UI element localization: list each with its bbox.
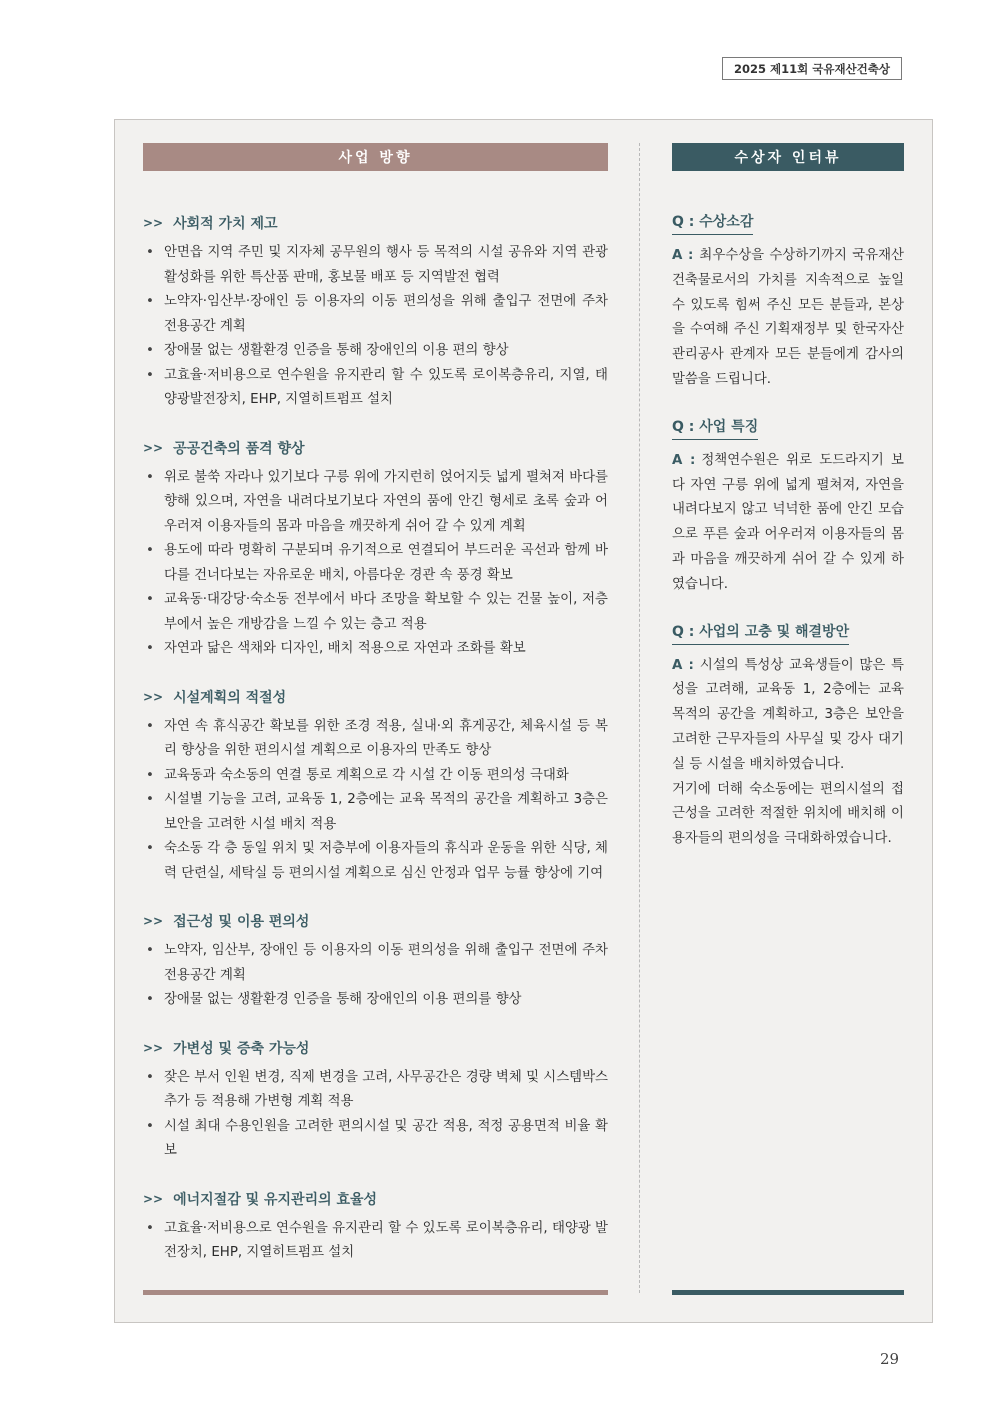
section-facility-planning bbox=[143, 685, 608, 887]
list-item: • 위로 불쑥 자라나 있기보다 구릉 위에 가지런히 얹어지듯 넓게 펼쳐져 바다를 향해 있으며, 자연을 내려다보기보다 자연의 품에 안긴 형세로 초록 숲과 어우러져 이용자들의 몸과 마음을 깨끗하게 쉬어 갈 수 있게 계획 bbox=[143, 466, 608, 540]
list-item: • 고효율·저비용으로 연수원을 유지관리 할 수 있도록 로이복층유리, 태양광 발전장치, EHP, 지열히트펌프 설치 bbox=[143, 1217, 608, 1266]
list-item: • 노약자, 임산부, 장애인 등 이용자의 이동 편의성을 위해 출입구 전면에 주차 전용공간 계획 bbox=[143, 939, 608, 988]
section-title: 사회적 가치 제고 bbox=[173, 216, 278, 232]
qa-block bbox=[672, 621, 904, 852]
question-title: Q : 수상소감 bbox=[672, 211, 753, 235]
list-item: • 숙소동 각 층 동일 위치 및 저층부에 이용자들의 휴식과 운동을 위한 식당, 체력 단련실, 세탁실 등 편의시설 계획으로 심신 안정과 업무 능률 향상에 기여 bbox=[143, 837, 608, 886]
qa-block bbox=[672, 211, 904, 393]
section-public-architecture bbox=[143, 436, 608, 662]
section-flexibility bbox=[143, 1036, 608, 1164]
list-item: • 자연과 닮은 색채와 디자인, 배치 적용으로 자연과 조화를 확보 bbox=[143, 637, 608, 662]
answer-text: A : 시설의 특성상 교육생들이 많은 특성을 고려해, 교육동 1, 2층에는 교육 목적의 공간을 계획하고, 3층은 보안을 고려한 근무자들의 사무실 및 강사 대기실 등 시설을 배치하였습니다. bbox=[672, 657, 904, 772]
chevron-icon: >> bbox=[143, 440, 164, 455]
list-item: • 고효율·저비용으로 연수원을 유지관리 할 수 있도록 로이복층유리, 지열, 태양광발전장치, EHP, 지열히트펌프 설치 bbox=[143, 364, 608, 413]
section-social-value bbox=[143, 211, 608, 413]
column-divider bbox=[639, 143, 640, 1293]
chevron-icon: >> bbox=[143, 914, 164, 928]
list-item: • 시설별 기능을 고려, 교육동 1, 2층에는 교육 목적의 공간을 계획하고 3층은 보안을 고려한 시설 배치 적용 bbox=[143, 788, 608, 837]
interview-column bbox=[672, 143, 904, 852]
interview-header: 수상자 인터뷰 bbox=[672, 143, 904, 171]
list-item: • 자연 속 휴식공간 확보를 위한 조경 적용, 실내·외 휴게공간, 체육시설 등 복리 향상을 위한 편의시설 계획으로 이용자의 만족도 향상 bbox=[143, 715, 608, 764]
section-title: 접근성 및 이용 편의성 bbox=[173, 914, 310, 930]
section-accessibility bbox=[143, 909, 608, 1013]
answer-text: A : 정책연수원은 위로 도드라지기 보다 자연 구릉 위에 넓게 펼쳐져, 자연을 내려다보지 않고 넉넉한 품에 안긴 모습으로 푸른 숲과 어우러져 이용자들의 몸과 마음을 깨끗하게 쉬어 갈 수 있게 하였습니다. bbox=[672, 452, 904, 592]
list-item: • 장애물 없는 생활환경 인증을 통해 장애인의 이용 편의를 향상 bbox=[143, 988, 608, 1013]
list-item: • 장애물 없는 생활환경 인증을 통해 장애인의 이용 편의 향상 bbox=[143, 339, 608, 364]
section-title: 시설계획의 적절성 bbox=[173, 689, 287, 706]
document-header-tag: 2025 제11회 국유재산건축상 bbox=[722, 57, 902, 80]
section-title: 에너지절감 및 유지관리의 효율성 bbox=[173, 1191, 378, 1208]
list-item: • 안면읍 지역 주민 및 지자체 공무원의 행사 등 목적의 시설 공유와 지역 관광 활성화를 위한 특산품 판매, 홍보물 배포 등 지역발전 협력 bbox=[143, 241, 608, 290]
answer-text: A : 최우수상을 수상하기까지 국유재산 건축물로서의 가치를 지속적으로 높일 수 있도록 힘써 주신 모든 분들과, 본상을 수여해 주신 기획재정부 및 한국자산관리공사 관계자 모든 분들에게 감사의 말씀을 드립니다. bbox=[672, 248, 904, 387]
list-item: • 잦은 부서 인원 변경, 직제 변경을 고려, 사무공간은 경량 벽체 및 시스템박스 추가 등 적용해 가변형 계획 적용 bbox=[143, 1066, 608, 1115]
left-bottom-bar bbox=[143, 1290, 608, 1295]
qa-block bbox=[672, 416, 904, 598]
question-title: Q : 사업의 고충 및 해결방안 bbox=[672, 621, 849, 645]
list-item: • 교육동과 숙소동의 연결 통로 계획으로 각 시설 간 이동 편의성 극대화 bbox=[143, 764, 608, 789]
section-energy-efficiency bbox=[143, 1187, 608, 1266]
right-bottom-bar bbox=[672, 1290, 904, 1295]
chevron-icon: >> bbox=[143, 1191, 164, 1206]
chevron-icon: >> bbox=[143, 689, 164, 704]
chevron-icon: >> bbox=[143, 1040, 164, 1055]
section-title: 공공건축의 품격 향상 bbox=[173, 440, 305, 457]
page-number: 29 bbox=[880, 1350, 900, 1368]
question-title: Q : 사업 특징 bbox=[672, 416, 758, 440]
list-item: • 노약자·임산부·장애인 등 이용자의 이동 편의성을 위해 출입구 전면에 주차 전용공간 계획 bbox=[143, 290, 608, 339]
answer-text-continued: 거기에 더해 숙소동에는 편의시설의 접근성을 고려한 적절한 위치에 배치해 이용자들의 편의성을 극대화하였습니다. bbox=[672, 781, 904, 847]
business-direction-column bbox=[143, 143, 608, 1266]
business-direction-header: 사업 방향 bbox=[143, 143, 608, 171]
chevron-icon: >> bbox=[143, 216, 164, 230]
list-item: • 용도에 따라 명확히 구분되며 유기적으로 연결되어 부드러운 곡선과 함께 바다를 건너다보는 자유로운 배치, 아름다운 경관 속 풍경 확보 bbox=[143, 539, 608, 588]
section-title: 가변성 및 증축 가능성 bbox=[173, 1040, 310, 1057]
list-item: • 시설 최대 수용인원을 고려한 편의시설 및 공간 적용, 적정 공용면적 비율 확보 bbox=[143, 1115, 608, 1164]
list-item: • 교육동·대강당·숙소동 전부에서 바다 조망을 확보할 수 있는 건물 높이, 저층부에서 높은 개방감을 느낄 수 있는 층고 적용 bbox=[143, 588, 608, 637]
